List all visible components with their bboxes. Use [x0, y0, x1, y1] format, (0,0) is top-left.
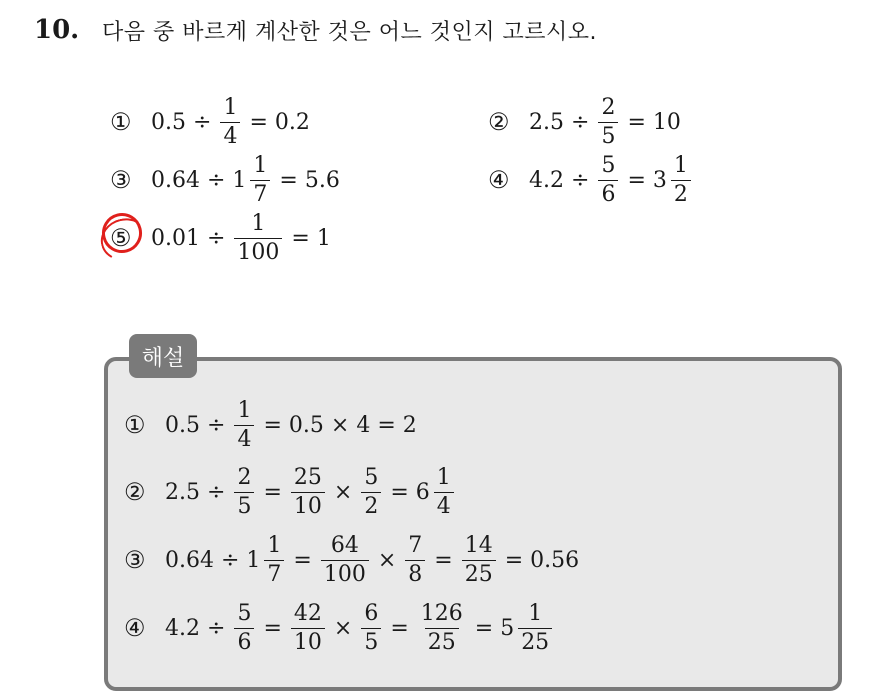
solution-label: 해설	[129, 334, 197, 378]
dividend: 0.5	[165, 412, 200, 438]
equals-sign: =	[249, 109, 268, 135]
denominator: 2	[361, 492, 381, 518]
solution-1-number: ①	[124, 411, 146, 439]
equals-sign: =	[377, 412, 396, 438]
divide-sign: ÷	[571, 167, 590, 193]
fraction	[321, 532, 369, 587]
fraction	[418, 600, 466, 655]
equals-sign: =	[263, 615, 282, 641]
divide-sign: ÷	[207, 479, 226, 505]
divide-sign: ÷	[207, 412, 226, 438]
choice-1-number: ①	[110, 108, 132, 136]
denominator: 7	[250, 180, 270, 206]
denominator: 100	[321, 560, 369, 586]
fraction	[220, 94, 240, 149]
choice-4-number: ④	[488, 166, 510, 194]
mixed-whole: 1	[246, 547, 261, 573]
choice-3-number: ③	[110, 166, 132, 194]
dividend: 0.64	[165, 547, 214, 573]
result: 2	[402, 412, 417, 438]
dividend: 2.5	[165, 479, 200, 505]
equals-sign: =	[279, 167, 298, 193]
dividend: 4.2	[165, 615, 200, 641]
choice-2-number: ②	[488, 108, 510, 136]
solution-4-number: ④	[124, 614, 146, 642]
question-text: 다음 중 바르게 계산한 것은 어느 것인지 고르시오.	[102, 19, 597, 45]
dividend: 0.5	[151, 109, 186, 135]
fraction	[250, 152, 270, 207]
numerator: 1	[251, 210, 266, 236]
numerator: 5	[601, 152, 616, 178]
result: 1	[316, 225, 331, 251]
denominator: 7	[264, 560, 284, 586]
numerator: 1	[436, 464, 451, 490]
choice-1[interactable]	[110, 92, 311, 152]
dividend: 0.64	[151, 167, 200, 193]
fraction	[291, 600, 325, 655]
divide-sign: ÷	[207, 615, 226, 641]
fraction	[405, 532, 425, 587]
result-whole: 6	[415, 479, 430, 505]
equals-sign: =	[474, 615, 494, 641]
numerator: 5	[237, 600, 252, 626]
equals-sign: =	[390, 479, 409, 505]
result-fraction	[518, 600, 552, 655]
solution-line-3	[124, 530, 580, 590]
solution-line-2	[124, 462, 457, 522]
denominator: 5	[598, 122, 618, 148]
solution-line-1	[124, 395, 418, 455]
result: 10	[652, 109, 681, 135]
equals-sign: =	[627, 167, 646, 193]
fraction	[234, 210, 282, 265]
denominator: 25	[425, 628, 459, 654]
result-whole: 3	[652, 167, 667, 193]
numerator: 1	[253, 152, 268, 178]
numerator: 1	[528, 600, 543, 626]
dividend: 2.5	[529, 109, 564, 135]
times-sign: ×	[333, 479, 353, 505]
equals-sign: =	[263, 479, 282, 505]
divide-sign: ÷	[206, 225, 226, 251]
result: 5.6	[304, 167, 340, 193]
result-fraction	[434, 464, 454, 519]
fraction	[598, 94, 618, 149]
denominator: 25	[462, 560, 496, 586]
numerator: 6	[364, 600, 379, 626]
denominator: 4	[234, 425, 254, 451]
result: 0.56	[530, 547, 580, 573]
denominator: 4	[220, 122, 240, 148]
denominator: 5	[361, 628, 381, 654]
divide-sign: ÷	[220, 547, 240, 573]
question-header	[34, 12, 597, 48]
numerator: 126	[420, 600, 463, 626]
denominator: 5	[234, 492, 254, 518]
denominator: 4	[434, 492, 454, 518]
numerator: 14	[464, 532, 493, 558]
question-number: 10.	[34, 15, 80, 45]
result: 0.2	[274, 109, 310, 135]
numerator: 1	[223, 94, 238, 120]
mixed-whole: 1	[232, 167, 247, 193]
divide-sign: ÷	[571, 109, 590, 135]
result-whole: 5	[500, 615, 515, 641]
fraction	[462, 532, 496, 587]
denominator: 8	[405, 560, 425, 586]
fraction	[234, 464, 254, 519]
times-sign: ×	[377, 547, 397, 573]
denominator: 10	[291, 492, 325, 518]
equals-sign: =	[263, 412, 282, 438]
numerator: 2	[237, 464, 252, 490]
equals-sign: =	[627, 109, 646, 135]
denominator: 10	[291, 628, 325, 654]
choice-3[interactable]	[110, 150, 341, 210]
numerator: 7	[408, 532, 423, 558]
equals-sign: =	[504, 547, 524, 573]
equals-sign: =	[390, 615, 409, 641]
term: 4	[356, 412, 371, 438]
choice-5-number: ⑤	[110, 224, 132, 252]
term: 0.5	[288, 412, 324, 438]
equals-sign: =	[293, 547, 312, 573]
choice-2[interactable]	[488, 92, 682, 152]
fraction	[361, 464, 381, 519]
denominator: 2	[671, 180, 691, 206]
times-sign: ×	[330, 412, 350, 438]
equals-sign: =	[434, 547, 453, 573]
fraction	[291, 464, 325, 519]
numerator: 64	[330, 532, 359, 558]
dividend: 0.01	[151, 225, 200, 251]
fraction	[361, 600, 381, 655]
fraction	[234, 397, 254, 452]
denominator: 6	[598, 180, 618, 206]
divide-sign: ÷	[206, 167, 226, 193]
denominator: 25	[518, 628, 552, 654]
numerator: 2	[601, 94, 616, 120]
numerator: 5	[364, 464, 379, 490]
numerator: 42	[293, 600, 322, 626]
solution-2-number: ②	[124, 478, 146, 506]
numerator: 1	[673, 152, 688, 178]
choice-4[interactable]	[488, 150, 694, 210]
denominator: 100	[234, 238, 282, 264]
numerator: 1	[237, 397, 252, 423]
numerator: 1	[267, 532, 282, 558]
times-sign: ×	[333, 615, 353, 641]
numerator: 25	[293, 464, 322, 490]
solution-3-number: ③	[124, 546, 146, 574]
denominator: 6	[234, 628, 254, 654]
fraction	[234, 600, 254, 655]
solution-line-4	[124, 598, 555, 658]
fraction	[598, 152, 618, 207]
fraction	[264, 532, 284, 587]
dividend: 4.2	[529, 167, 564, 193]
divide-sign: ÷	[193, 109, 212, 135]
result-fraction	[671, 152, 691, 207]
equals-sign: =	[291, 225, 310, 251]
